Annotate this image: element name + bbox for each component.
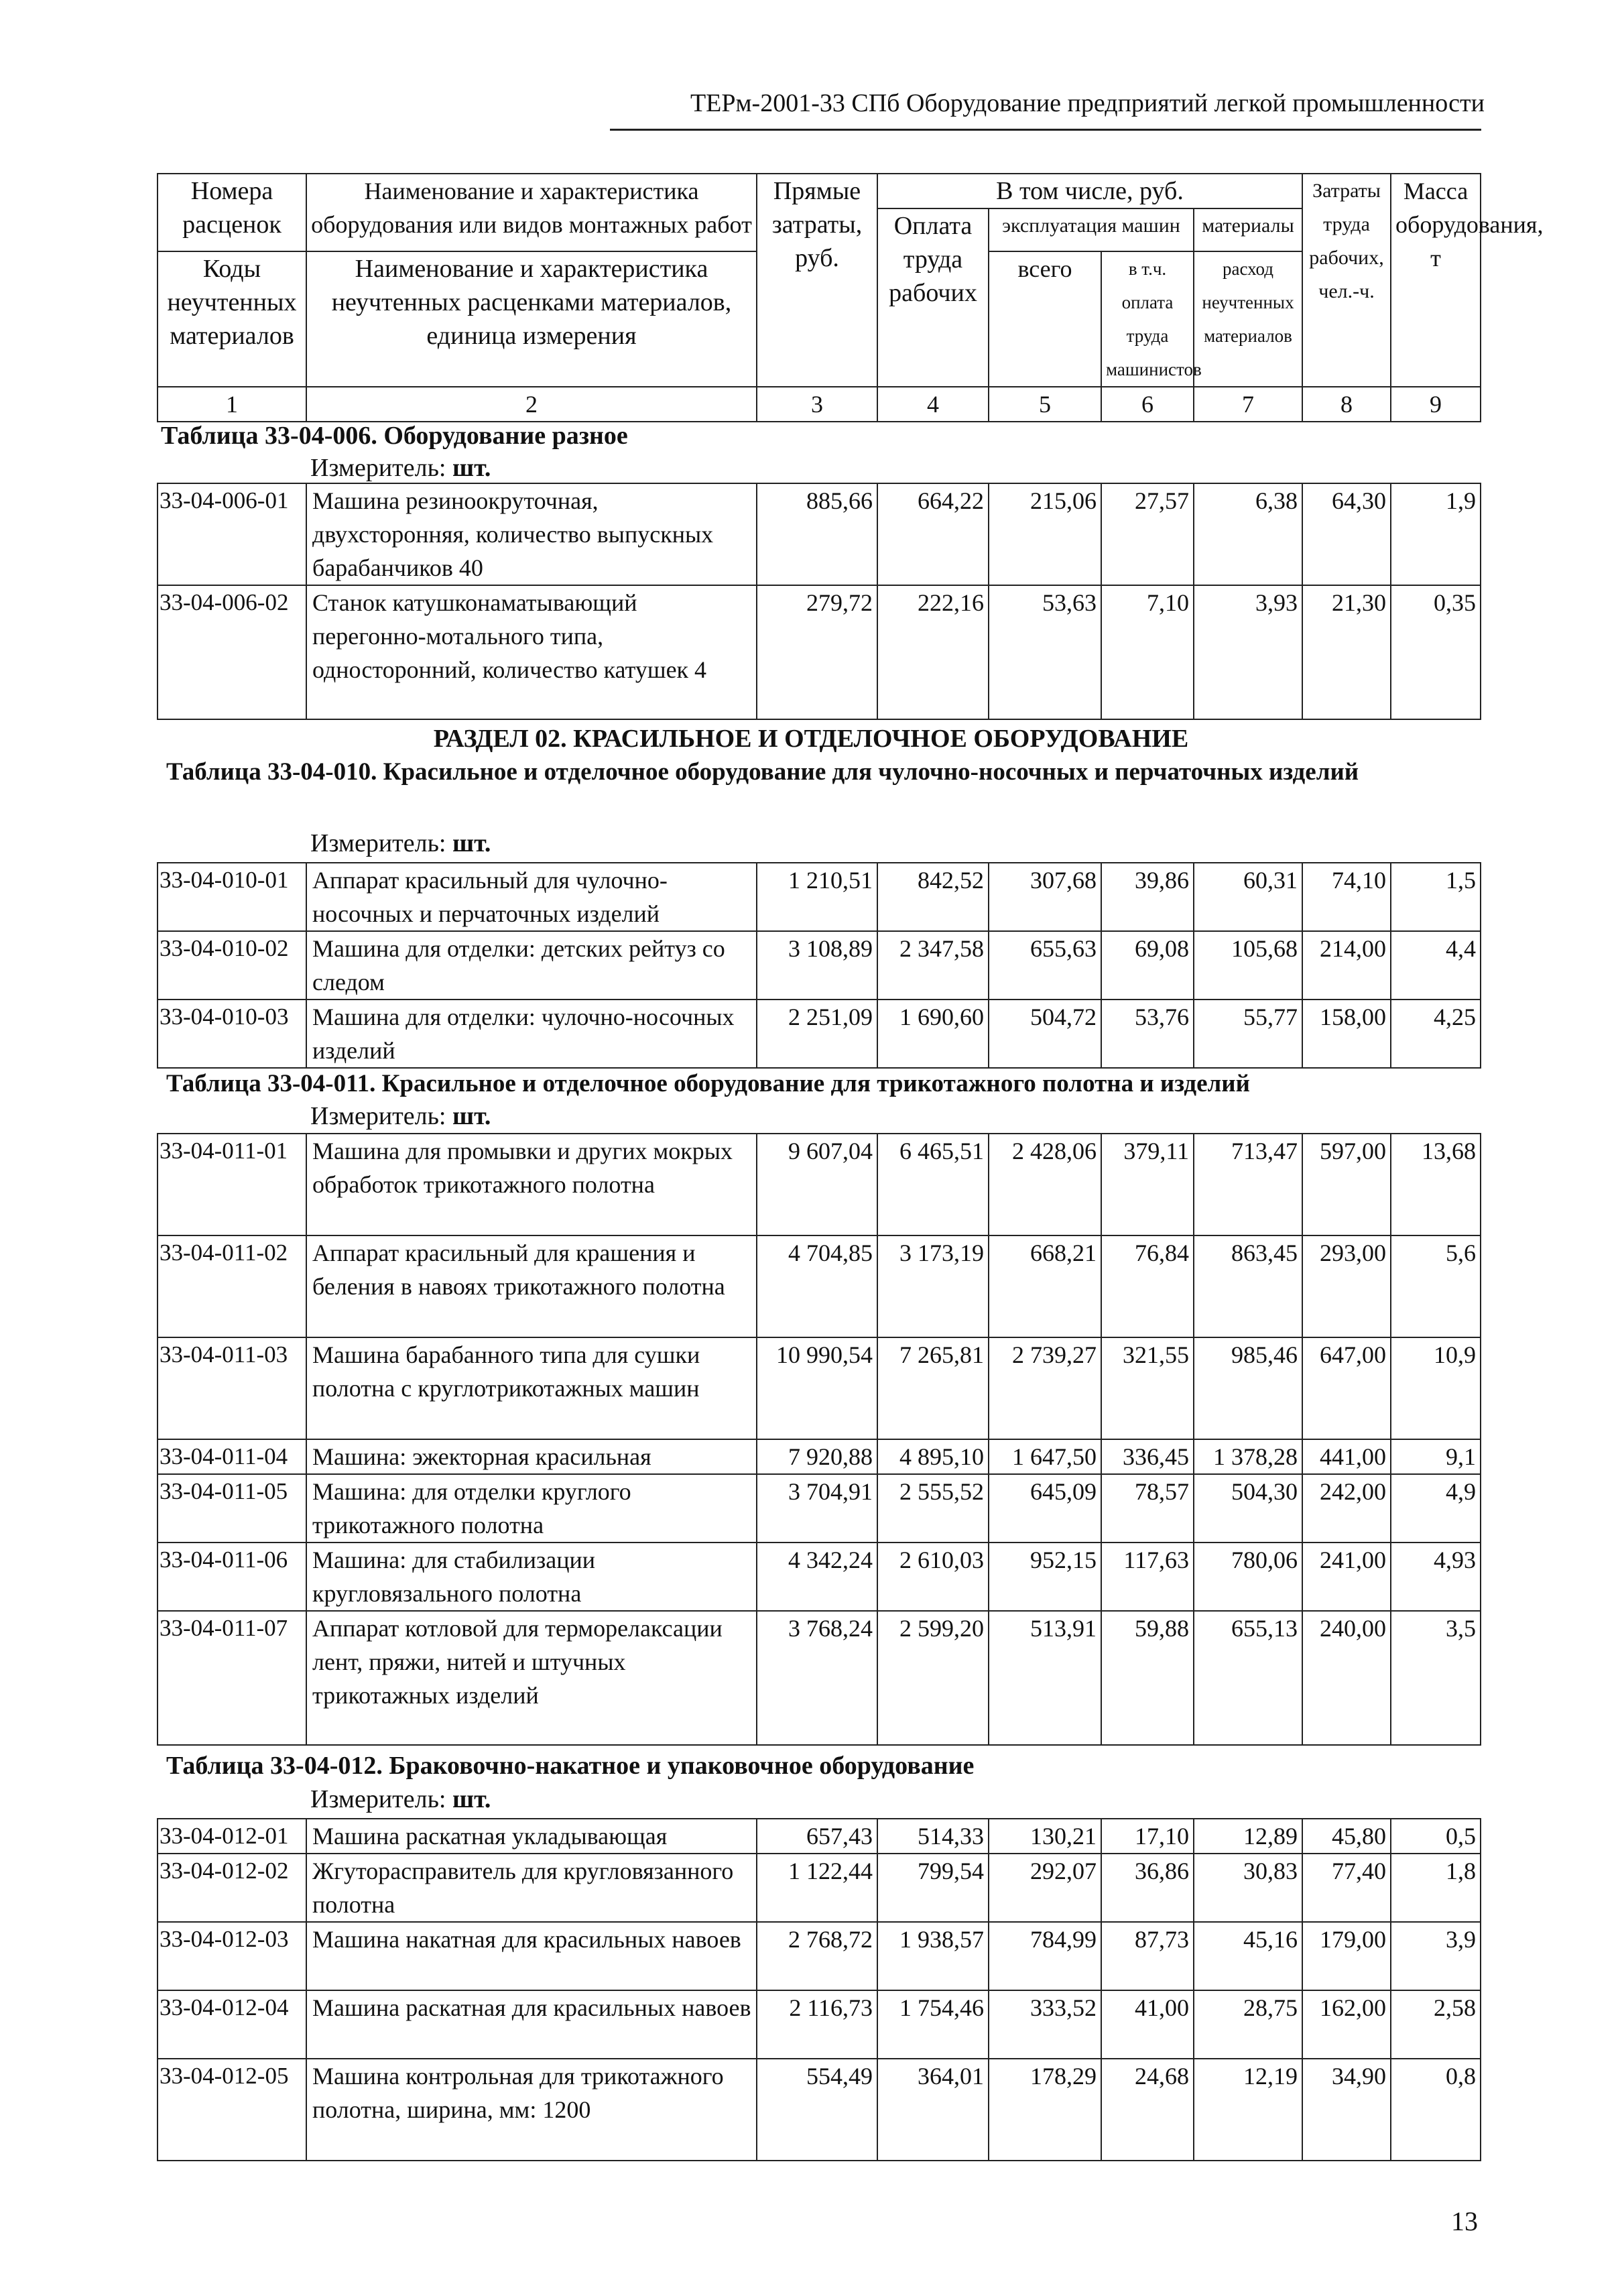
mass-value: 1,9: [1391, 483, 1481, 585]
rate-name: Аппарат котловой для терморелаксации лент, пряжи, нитей и штучных трикотажных изделий: [306, 1611, 757, 1745]
direct-costs-value: 9 607,04: [757, 1134, 877, 1235]
wages-value: 222,16: [877, 585, 989, 719]
table-row: [158, 1134, 1481, 1235]
table-caption: Таблица 33-04-010. Красильное и отделочное оборудование для чулочно-носочных и перчаточных изделий: [166, 758, 1359, 786]
measure-label: Измеритель:: [310, 829, 446, 857]
column-header-table: [157, 173, 1544, 422]
mass-value: 4,93: [1391, 1543, 1481, 1611]
wages-value: 7 265,81: [877, 1337, 989, 1439]
machines-value: 215,06: [989, 483, 1101, 585]
machines-value: 2 739,27: [989, 1337, 1101, 1439]
machinist-wages-value: 41,00: [1101, 1990, 1194, 2059]
measure-unit: шт.: [452, 1785, 491, 1813]
machines-value: 130,21: [989, 1819, 1101, 1854]
direct-costs-value: 2 116,73: [757, 1990, 877, 2059]
header-col2-bottom: Наименование и характеристика неучтенных расценками материалов, единица измерения: [306, 251, 757, 387]
direct-costs-value: 3 768,24: [757, 1611, 877, 1745]
rate-name: Жгутораспрaвитель для кругловязанного полотна: [306, 1854, 757, 1922]
materials-value: 985,46: [1194, 1337, 1302, 1439]
rate-name: Машина: для стабилизации кругловязального полотна: [306, 1543, 757, 1611]
wages-value: 1 754,46: [877, 1990, 989, 2059]
labor-hours-value: 242,00: [1302, 1474, 1391, 1543]
direct-costs-value: 1 122,44: [757, 1854, 877, 1922]
rate-name: Машина для промывки и других мокрых обработок трикотажного полотна: [306, 1134, 757, 1235]
header-mass: Масса оборудования, т: [1391, 174, 1481, 387]
labor-hours-value: 214,00: [1302, 931, 1391, 1000]
col-number: 2: [306, 387, 757, 422]
rate-name: Машина резиноокруточная, двухсторонняя, количество выпускных барабанчиков 40: [306, 483, 757, 585]
machinist-wages-value: 379,11: [1101, 1134, 1194, 1235]
table-row: [158, 1611, 1481, 1745]
machinist-wages-value: 76,84: [1101, 1235, 1194, 1337]
table-row: [158, 931, 1481, 1000]
machinist-wages-value: 7,10: [1101, 585, 1194, 719]
header-rule: [610, 129, 1481, 131]
section-heading: РАЗДЕЛ 02. КРАСИЛЬНОЕ И ОТДЕЛОЧНОЕ ОБОРУДОВАНИЕ: [433, 725, 1189, 753]
table-row: [158, 1819, 1481, 1854]
labor-hours-value: 240,00: [1302, 1611, 1391, 1745]
measure-label: Измеритель:: [310, 454, 446, 482]
materials-value: 6,38: [1194, 483, 1302, 585]
mass-value: 0,8: [1391, 2059, 1481, 2161]
direct-costs-value: 7 920,88: [757, 1439, 877, 1474]
materials-value: 3,93: [1194, 585, 1302, 719]
machinist-wages-value: 69,08: [1101, 931, 1194, 1000]
rates-table-006: [157, 483, 1481, 720]
rate-code: 33-04-012-01: [158, 1819, 306, 1854]
rate-name: Аппарат красильный для крашения и беления в навоях трикотажного полотна: [306, 1235, 757, 1337]
machines-value: 784,99: [989, 1922, 1101, 1990]
table-row: [158, 2059, 1481, 2161]
rate-code: 33-04-011-06: [158, 1543, 306, 1611]
machinist-wages-value: 336,45: [1101, 1439, 1194, 1474]
col-number: 5: [989, 387, 1101, 422]
table-row: [158, 1922, 1481, 1990]
direct-costs-value: 3 108,89: [757, 931, 877, 1000]
wages-value: 1 938,57: [877, 1922, 989, 1990]
measure-line: [310, 453, 491, 483]
header-materials: материалы: [1194, 208, 1302, 251]
machines-value: 655,63: [989, 931, 1101, 1000]
machinist-wages-value: 27,57: [1101, 483, 1194, 585]
mass-value: 9,1: [1391, 1439, 1481, 1474]
header-machines: эксплуатация машин: [989, 208, 1194, 251]
machines-value: 53,63: [989, 585, 1101, 719]
direct-costs-value: 10 990,54: [757, 1337, 877, 1439]
materials-value: 60,31: [1194, 863, 1302, 931]
labor-hours-value: 74,10: [1302, 863, 1391, 931]
labor-hours-value: 647,00: [1302, 1337, 1391, 1439]
col-number: 9: [1391, 387, 1481, 422]
direct-costs-value: 4 704,85: [757, 1235, 877, 1337]
wages-value: 2 610,03: [877, 1543, 989, 1611]
machines-value: 307,68: [989, 863, 1101, 931]
mass-value: 3,5: [1391, 1611, 1481, 1745]
machinist-wages-value: 117,63: [1101, 1543, 1194, 1611]
machinist-wages-value: 24,68: [1101, 2059, 1194, 2161]
rate-name: Машина для отделки: детских рейтуз со следом: [306, 931, 757, 1000]
running-head: ТЕРм-2001-33 СПб Оборудование предприятий легкой промышленности: [690, 89, 1485, 117]
rate-name: Станок катушконаматывающий перегонно-мотального типа, односторонний, количество катушек 4: [306, 585, 757, 719]
header-rate-numbers: Номера расценок: [158, 174, 306, 251]
rate-code: 33-04-010-03: [158, 1000, 306, 1068]
direct-costs-value: 554,49: [757, 2059, 877, 2161]
mass-value: 10,9: [1391, 1337, 1481, 1439]
rate-code: 33-04-011-01: [158, 1134, 306, 1235]
materials-value: 12,89: [1194, 1819, 1302, 1854]
direct-costs-value: 885,66: [757, 483, 877, 585]
table-caption: Таблица 33-04-012. Браковочно-накатное и упаковочное оборудование: [166, 1752, 975, 1780]
table-row: [158, 1543, 1481, 1611]
header-machinist-wages: в т.ч. оплата труда машинистов: [1101, 251, 1194, 387]
machinist-wages-value: 78,57: [1101, 1474, 1194, 1543]
page-number: 13: [1451, 2206, 1478, 2236]
mass-value: 4,25: [1391, 1000, 1481, 1068]
wages-value: 799,54: [877, 1854, 989, 1922]
rate-name: Машина раскатная для красильных навоев: [306, 1990, 757, 2059]
mass-value: 1,5: [1391, 863, 1481, 931]
machines-value: 1 647,50: [989, 1439, 1101, 1474]
labor-hours-value: 158,00: [1302, 1000, 1391, 1068]
rate-code: 33-04-010-02: [158, 931, 306, 1000]
labor-hours-value: 45,80: [1302, 1819, 1391, 1854]
measure-line: [310, 829, 491, 858]
direct-costs-value: 2 251,09: [757, 1000, 877, 1068]
rate-code: 33-04-012-05: [158, 2059, 306, 2161]
table-row: [158, 1000, 1481, 1068]
measure-line: [310, 1785, 491, 1814]
wages-value: 4 895,10: [877, 1439, 989, 1474]
table-caption: Таблица 33-04-006. Оборудование разное: [161, 422, 628, 450]
materials-value: 863,45: [1194, 1235, 1302, 1337]
machines-value: 292,07: [989, 1854, 1101, 1922]
col-number: 7: [1194, 387, 1302, 422]
labor-hours-value: 597,00: [1302, 1134, 1391, 1235]
table-row: [158, 1854, 1481, 1922]
materials-value: 45,16: [1194, 1922, 1302, 1990]
wages-value: 664,22: [877, 483, 989, 585]
col-number: 1: [158, 387, 306, 422]
table-row: [158, 483, 1481, 585]
labor-hours-value: 162,00: [1302, 1990, 1391, 2059]
wages-value: 2 555,52: [877, 1474, 989, 1543]
table-row: [158, 585, 1481, 719]
machines-value: 504,72: [989, 1000, 1101, 1068]
machinist-wages-value: 87,73: [1101, 1922, 1194, 1990]
rate-code: 33-04-012-02: [158, 1854, 306, 1922]
measure-label: Измеритель:: [310, 1102, 446, 1130]
mass-value: 4,9: [1391, 1474, 1481, 1543]
wages-value: 364,01: [877, 2059, 989, 2161]
direct-costs-value: 3 704,91: [757, 1474, 877, 1543]
rate-name: Аппарат красильный для чулочно-носочных и перчаточных изделий: [306, 863, 757, 931]
labor-hours-value: 241,00: [1302, 1543, 1391, 1611]
wages-value: 514,33: [877, 1819, 989, 1854]
col-number: 8: [1302, 387, 1391, 422]
header-direct-costs: Прямые затраты, руб.: [757, 174, 877, 387]
machinist-wages-value: 59,88: [1101, 1611, 1194, 1745]
rate-code: 33-04-012-03: [158, 1922, 306, 1990]
machines-value: 513,91: [989, 1611, 1101, 1745]
rate-code: 33-04-012-04: [158, 1990, 306, 2059]
rate-code: 33-04-011-07: [158, 1611, 306, 1745]
materials-value: 55,77: [1194, 1000, 1302, 1068]
table-caption: Таблица 33-04-011. Красильное и отделочное оборудование для трикотажного полотна и изделий: [166, 1070, 1250, 1097]
labor-hours-value: 293,00: [1302, 1235, 1391, 1337]
rate-code: 33-04-011-04: [158, 1439, 306, 1474]
header-work-name: Наименование и характеристика оборудования или видов монтажных работ: [306, 174, 757, 251]
rate-name: Машина барабанного типа для сушки полотна с круглотрикотажных машин: [306, 1337, 757, 1439]
rate-name: Машина: эжекторная красильная: [306, 1439, 757, 1474]
col-number: 3: [757, 387, 877, 422]
rate-code: 33-04-011-03: [158, 1337, 306, 1439]
materials-value: 713,47: [1194, 1134, 1302, 1235]
machines-value: 333,52: [989, 1990, 1101, 2059]
machinist-wages-value: 17,10: [1101, 1819, 1194, 1854]
wages-value: 6 465,51: [877, 1134, 989, 1235]
rate-name: Машина контрольная для трикотажного полотна, ширина, мм: 1200: [306, 2059, 757, 2161]
materials-value: 780,06: [1194, 1543, 1302, 1611]
materials-value: 1 378,28: [1194, 1439, 1302, 1474]
rates-table-011: [157, 1133, 1481, 1746]
materials-value: 655,13: [1194, 1611, 1302, 1745]
wages-value: 2 347,58: [877, 931, 989, 1000]
rate-code: 33-04-006-02: [158, 585, 306, 719]
mass-value: 13,68: [1391, 1134, 1481, 1235]
labor-hours-value: 179,00: [1302, 1922, 1391, 1990]
measure-label: Измеритель:: [310, 1785, 446, 1813]
materials-value: 105,68: [1194, 931, 1302, 1000]
wages-value: 1 690,60: [877, 1000, 989, 1068]
table-row: [158, 1990, 1481, 2059]
materials-value: 12,19: [1194, 2059, 1302, 2161]
table-row: [158, 863, 1481, 931]
measure-line: [310, 1101, 491, 1131]
machines-value: 952,15: [989, 1543, 1101, 1611]
mass-value: 5,6: [1391, 1235, 1481, 1337]
header-machines-total: всего: [989, 251, 1101, 387]
header-wages: Оплата труда рабочих: [877, 208, 989, 387]
labor-hours-value: 21,30: [1302, 585, 1391, 719]
mass-value: 3,9: [1391, 1922, 1481, 1990]
mass-value: 0,5: [1391, 1819, 1481, 1854]
machines-value: 668,21: [989, 1235, 1101, 1337]
machines-value: 178,29: [989, 2059, 1101, 2161]
direct-costs-value: 1 210,51: [757, 863, 877, 931]
rate-code: 33-04-011-05: [158, 1474, 306, 1543]
mass-value: 0,35: [1391, 585, 1481, 719]
direct-costs-value: 2 768,72: [757, 1922, 877, 1990]
table-row: [158, 1235, 1481, 1337]
direct-costs-value: 4 342,24: [757, 1543, 877, 1611]
wages-value: 2 599,20: [877, 1611, 989, 1745]
machines-value: 2 428,06: [989, 1134, 1101, 1235]
table-row: [158, 1474, 1481, 1543]
labor-hours-value: 77,40: [1302, 1854, 1391, 1922]
measure-unit: шт.: [452, 829, 491, 857]
rate-code: 33-04-011-02: [158, 1235, 306, 1337]
machinist-wages-value: 39,86: [1101, 863, 1194, 931]
col-number: 4: [877, 387, 989, 422]
header-including: В том числе, руб.: [877, 174, 1302, 208]
rate-name: Машина накатная для красильных навоев: [306, 1922, 757, 1990]
rate-name: Машина: для отделки круглого трикотажного полотна: [306, 1474, 757, 1543]
wages-value: 842,52: [877, 863, 989, 931]
header-col1-bottom: Коды неучтенных материалов: [158, 251, 306, 387]
header-unaccounted-materials: расход неучтенных материалов: [1194, 251, 1302, 387]
rate-name: Машина для отделки: чулочно-носочных изделий: [306, 1000, 757, 1068]
rate-name: Машина раскатная укладывающая: [306, 1819, 757, 1854]
labor-hours-value: 34,90: [1302, 2059, 1391, 2161]
machinist-wages-value: 53,76: [1101, 1000, 1194, 1068]
rates-table-010: [157, 862, 1481, 1069]
materials-value: 28,75: [1194, 1990, 1302, 2059]
mass-value: 2,58: [1391, 1990, 1481, 2059]
table-row: [158, 1439, 1481, 1474]
rate-code: 33-04-010-01: [158, 863, 306, 931]
machinist-wages-value: 36,86: [1101, 1854, 1194, 1922]
direct-costs-value: 279,72: [757, 585, 877, 719]
machines-value: 645,09: [989, 1474, 1101, 1543]
mass-value: 4,4: [1391, 931, 1481, 1000]
materials-value: 504,30: [1194, 1474, 1302, 1543]
measure-unit: шт.: [452, 1102, 491, 1130]
col-number: 6: [1101, 387, 1194, 422]
labor-hours-value: 64,30: [1302, 483, 1391, 585]
table-row: [158, 1337, 1481, 1439]
machinist-wages-value: 321,55: [1101, 1337, 1194, 1439]
direct-costs-value: 657,43: [757, 1819, 877, 1854]
rate-code: 33-04-006-01: [158, 483, 306, 585]
materials-value: 30,83: [1194, 1854, 1302, 1922]
labor-hours-value: 441,00: [1302, 1439, 1391, 1474]
measure-unit: шт.: [452, 454, 491, 482]
header-labor-hours: Затраты труда рабочих, чел.-ч.: [1302, 174, 1391, 387]
wages-value: 3 173,19: [877, 1235, 989, 1337]
mass-value: 1,8: [1391, 1854, 1481, 1922]
rates-table-012: [157, 1818, 1481, 2161]
